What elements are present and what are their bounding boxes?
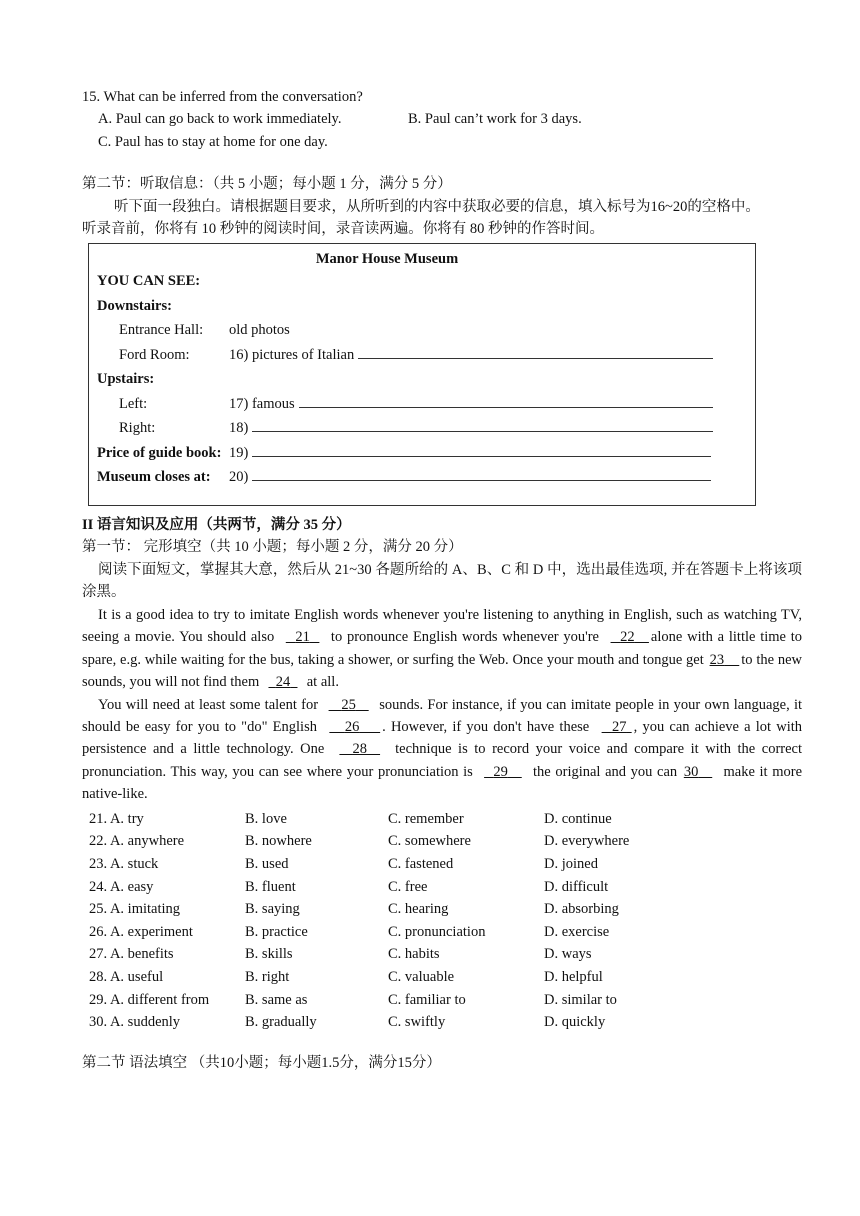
answer-line-16 <box>358 344 713 359</box>
q15-stem: 15. What can be inferred from the conversation? <box>82 89 363 105</box>
choice-26-a: 26. A. experiment <box>89 923 193 940</box>
blank-28: 28 <box>352 741 367 758</box>
left-label: Left: <box>119 395 148 412</box>
choice-22-b: B. nowhere <box>245 833 312 850</box>
q15-options <box>82 108 802 130</box>
cloze-paragraph-2: You will need at least some talent for 25 sounds. For instance, if you can imitate people in your own language, it should be easy for you to "do" English 26 . However, if you don't have these 27 , you can achieve a lot with persistence and a little technology. One 28 technique is to record your voice and compare it with the correct pronunciation. This way, you can see where your pronunciation is 29 the original and you can 30 make it more native-like. <box>82 696 803 803</box>
item-17: 17) famous <box>229 395 295 412</box>
blank-24: 24 <box>275 674 291 691</box>
choice-24-a: 24. A. easy <box>89 878 154 895</box>
answer-line-19 <box>252 442 711 457</box>
blank-23: 23 <box>709 651 725 668</box>
choice-22-c: C. somewhere <box>388 833 471 850</box>
choice-row-23 <box>82 853 802 876</box>
choice-29-b: B. same as <box>245 991 308 1008</box>
museum-title: Manor House Museum <box>315 250 459 267</box>
section2-instruction-2: 听录音前，你将有 10 秒钟的阅读时间，录音读两遍。你将有 80 秒钟的作答时间。 <box>82 221 604 238</box>
ford-room-label: Ford Room: <box>119 346 190 363</box>
choice-row-26 <box>82 921 802 944</box>
closes-label: Museum closes at: <box>97 469 211 486</box>
choice-row-29 <box>82 989 802 1012</box>
answer-line-17 <box>299 393 713 408</box>
choice-28-a: 28. A. useful <box>89 969 164 986</box>
choice-29-a: 29. A. different from <box>89 991 210 1008</box>
choice-26-b: B. practice <box>245 923 308 940</box>
grammar-section-heading: 第二节 语法填空 （共10小题；每小题1.5分，满分15分） <box>82 1054 441 1071</box>
choice-28-c: C. valuable <box>388 969 455 986</box>
choice-26-d: D. exercise <box>544 923 610 940</box>
blank-22: 22 <box>620 629 635 646</box>
choice-21-b: B. love <box>245 810 287 827</box>
section2-heading: 第二节：听取信息：（共 5 小题；每小题 1 分，满分 5 分） <box>82 176 452 193</box>
exam-page <box>82 86 802 1074</box>
entrance-hall-label: Entrance Hall: <box>119 322 204 339</box>
choice-22-a: 22. A. anywhere <box>89 833 185 850</box>
choice-29-c: C. familiar to <box>388 991 466 1008</box>
choice-row-25 <box>82 898 802 921</box>
choice-23-a: 23. A. stuck <box>89 856 159 873</box>
entrance-hall-value: old photos <box>229 322 290 339</box>
answer-line-20 <box>252 466 711 481</box>
item-19: 19) <box>229 444 249 461</box>
blank-29: 29 <box>493 763 508 780</box>
q15-option-b: B. Paul can’t work for 3 days. <box>408 111 582 128</box>
answer-line-18 <box>252 417 713 432</box>
price-label: Price of guide book: <box>97 444 222 461</box>
part2-heading: II 语言知识及应用（共两节，满分 35 分） <box>82 516 351 533</box>
cloze-choices <box>82 808 802 1034</box>
choice-30-c: C. swiftly <box>388 1014 446 1031</box>
choice-row-27 <box>82 943 802 966</box>
choice-26-c: C. pronunciation <box>388 923 486 940</box>
section2-instruction-1: 听下面一段独白。请根据题目要求，从所听到的内容中获取必要的信息，填入标号为16~20的空格中。 <box>114 198 760 215</box>
choice-25-a: 25. A. imitating <box>89 901 181 918</box>
choice-22-d: D. everywhere <box>544 833 630 850</box>
choice-row-30 <box>82 1011 802 1034</box>
q15-option-c: C. Paul has to stay at home for one day. <box>98 133 328 150</box>
choice-29-d: D. similar to <box>544 991 617 1008</box>
cloze-instruction: 阅读下面短文，掌握其大意，然后从 21~30 各题所给的 A、B、C 和 D 中，选出最佳选项, 并在答题卡上将该项涂黑。 <box>82 561 802 601</box>
choice-30-b: B. gradually <box>245 1014 317 1031</box>
choice-21-c: C. remember <box>388 810 464 827</box>
cloze-heading: 第一节： 完形填空（共 10 小题；每小题 2 分，满分 20 分） <box>82 539 463 556</box>
downstairs-label: Downstairs: <box>97 297 172 314</box>
choice-row-28 <box>82 966 802 989</box>
item-20: 20) <box>229 469 249 486</box>
you-can-see-label: YOU CAN SEE: <box>97 273 201 290</box>
item-18: 18) <box>229 420 249 437</box>
right-label: Right: <box>119 420 156 437</box>
choice-27-a: 27. A. benefits <box>89 946 174 963</box>
choice-30-d: D. quickly <box>544 1014 606 1031</box>
blank-30: 30 <box>683 763 699 780</box>
choice-23-d: D. joined <box>544 856 598 873</box>
museum-table <box>88 243 756 506</box>
choice-23-b: B. used <box>245 856 289 873</box>
choice-28-d: D. helpful <box>544 969 603 986</box>
choice-row-21 <box>82 808 802 831</box>
q15-option-a: A. Paul can go back to work immediately. <box>98 111 342 128</box>
blank-25: 25 <box>341 696 356 713</box>
choice-24-c: C. free <box>388 878 428 895</box>
choice-30-a: 30. A. suddenly <box>89 1014 181 1031</box>
blank-27: 27 <box>611 719 627 735</box>
choice-row-24 <box>82 876 802 899</box>
upstairs-label: Upstairs: <box>97 371 155 388</box>
choice-21-d: D. continue <box>544 810 612 827</box>
choice-row-22 <box>82 830 802 853</box>
item-16: 16) pictures of Italian <box>229 346 355 363</box>
choice-24-b: B. fluent <box>245 878 296 895</box>
choice-27-d: D. ways <box>544 946 592 963</box>
choice-25-c: C. hearing <box>388 901 449 918</box>
choice-27-b: B. skills <box>245 946 293 963</box>
choice-25-d: D. absorbing <box>544 901 619 918</box>
choice-25-b: B. saying <box>245 901 300 918</box>
blank-26: 26 <box>344 719 360 735</box>
choice-21-a: 21. A. try <box>89 810 144 827</box>
blank-21: 21 <box>295 629 310 646</box>
cloze-paragraph-1: It is a good idea to try to imitate English words whenever you're listening to anything in English, such as watching TV, seeing a movie. You should also 21 to pronounce English words whenever you're 22 alone with a little time to spare, e.g. while waiting for the bus, taking a shower, or surfing the Web. Once your mouth and tongue get 23 to the new sounds, you will not find them 24 at all. <box>82 606 803 691</box>
choice-27-c: C. habits <box>388 946 440 963</box>
choice-28-b: B. right <box>245 969 290 986</box>
choice-23-c: C. fastened <box>388 856 454 873</box>
choice-24-d: D. difficult <box>544 878 609 895</box>
